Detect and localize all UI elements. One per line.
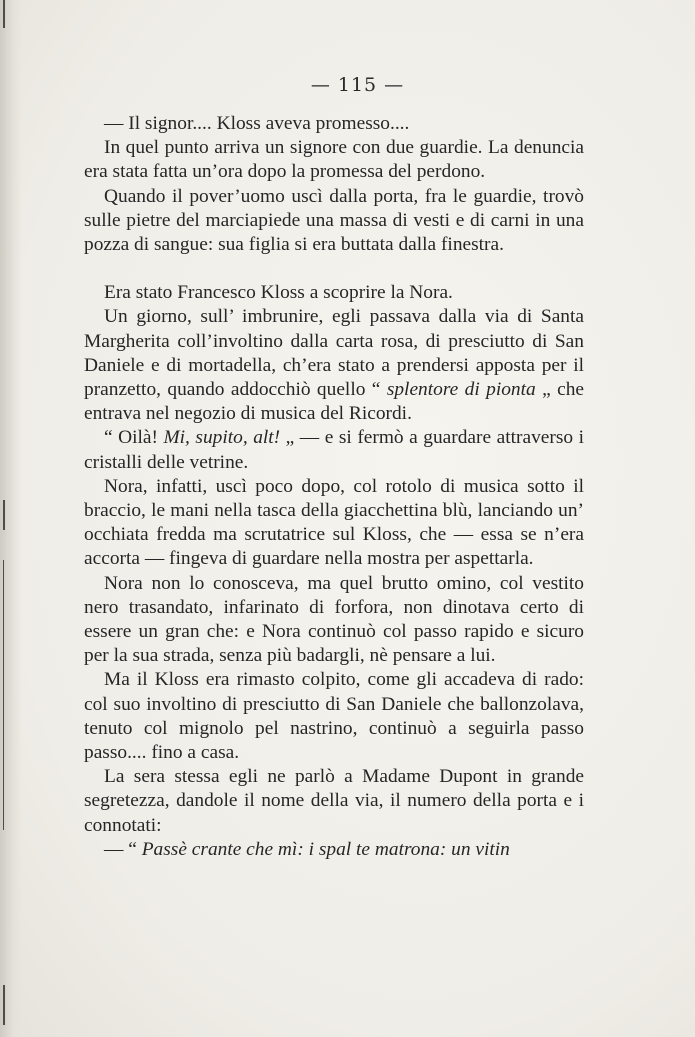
spine-mark bbox=[3, 500, 5, 530]
paragraph: Ma il Kloss era rimasto colpito, come gli accadeva di rado: col suo involtino di presciutto di San Daniele che ballonzolava, tenuto col mignolo pel nastrino, continuò a seguirla passo passo.... fino a casa. bbox=[84, 669, 584, 764]
paragraph: La sera stessa egli ne parlò a Madame Dupont in grande segretezza, dandole il nome della via, il numero della porta e i connotati: bbox=[84, 766, 584, 836]
paragraph: Era stato Francesco Kloss a scoprire la Nora. bbox=[104, 282, 453, 304]
paragraph: — Il signor.... Kloss aveva promesso.... bbox=[104, 113, 410, 134]
paragraph: In quel punto arriva un signore con due guardie. La denuncia era stata fatta un’ora dopo la promessa del perdono. bbox=[84, 137, 584, 183]
paragraph: Un giorno, sull’ imbrunire, egli passava dalla via di Santa Margherita coll’involtino dalla carta rosa, di presciutto di San Daniele e di mortadella, ch’era stato a prendersi apposta per il pranzetto, quando addocchiò quello “ splentore di pionta „ che entrava nel negozio di musica del Ricordi. bbox=[84, 306, 584, 425]
paragraph: Nora non lo conosceva, ma quel brutto omino, col vestito nero trasandato, infarinato di forfora, non dinotava certo di essere un gran che: e Nora continuò col passo rapido e sicuro per la sua strada, senza più badargli, nè pensare a lui. bbox=[84, 572, 584, 667]
paragraph: Nora, infatti, uscì poco dopo, col rotolo di musica sotto il braccio, le mani nella tasca della giacchettina blù, lanciando un’ occhiata fredda ma scrutatrice sul Kloss, che — essa se n’era accorta — fingeva di guardare nella mostra per aspettarla. bbox=[84, 475, 584, 570]
paragraph: Quando il pover’uomo uscì dalla porta, fra le guardie, trovò sulle pietre del marciapiede una massa di vesti e di carni in una pozza di sangue: sua figlia si era buttata dalla finestra. bbox=[84, 185, 584, 256]
paragraph: “ Oilà! Mi, supito, alt! „ — e si fermò a guardare attraverso i cristalli delle vetrine. bbox=[84, 427, 584, 473]
paragraph: — “ Passè crante che mì: i spal te matrona: un vitin bbox=[104, 838, 510, 860]
spine-mark bbox=[3, 560, 4, 830]
page-number: — 115 — bbox=[310, 74, 405, 96]
page-spine-shadow bbox=[0, 0, 22, 1037]
spine-mark bbox=[3, 0, 5, 28]
body-text bbox=[84, 112, 584, 862]
spine-mark bbox=[3, 985, 5, 1025]
